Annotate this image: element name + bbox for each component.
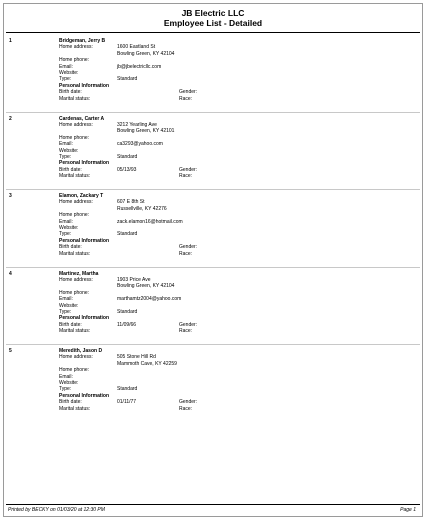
marital-status-label: Marital status: <box>59 250 91 257</box>
gender-label: Gender: <box>179 244 198 251</box>
address-line-1: 505 Stone Hill Rd <box>117 354 156 361</box>
type-value: Standard <box>117 308 138 315</box>
record-number: 2 <box>9 115 12 122</box>
website-label: Website: <box>59 70 79 76</box>
employee-name: Martinez, Martha <box>59 270 99 277</box>
email-value: ca3293@yahoo.com <box>117 141 163 148</box>
home-address-label: Home address: <box>59 44 93 51</box>
record-number: 4 <box>9 270 12 277</box>
address-line-2: Russellville, KY 42276 <box>117 205 167 212</box>
birth-date-label: Birth date: <box>59 244 82 251</box>
record-separator <box>6 267 420 268</box>
employee-name: Cardenas, Carter A <box>59 115 105 122</box>
address-line-2: Bowling Green, KY 42101 <box>117 128 175 135</box>
page-number: Page 1 <box>400 507 416 513</box>
personal-information-label: Personal Information <box>59 160 110 167</box>
type-label: Type: <box>59 308 72 315</box>
personal-information-label: Personal Information <box>59 237 110 244</box>
type-value: Standard <box>117 76 138 83</box>
gender-label: Gender: <box>179 399 198 406</box>
type-label: Type: <box>59 153 72 160</box>
home-phone-label: Home phone: <box>59 212 90 219</box>
address-line-1: 3212 Yearling Ave <box>117 121 157 128</box>
website-label: Website: <box>59 225 79 231</box>
gender-label: Gender: <box>179 321 198 328</box>
race-label: Race: <box>179 250 193 257</box>
type-label: Type: <box>59 231 72 238</box>
home-address-label: Home address: <box>59 354 93 361</box>
employee-name: Bridgeman, Jerry B <box>59 38 106 44</box>
marital-status-label: Marital status: <box>59 405 91 412</box>
race-label: Race: <box>179 328 193 335</box>
marital-status-label: Marital status: <box>59 95 91 102</box>
employee-name: Elamon, Zackary T <box>59 193 104 199</box>
email-value: jb@jbelectricllc.com <box>117 63 162 70</box>
report-title: Employee List - Detailed <box>163 18 263 28</box>
email-label: Email: <box>59 373 73 380</box>
personal-information-label: Personal Information <box>59 82 110 89</box>
birth-date-label: Birth date: <box>59 399 82 406</box>
birth-date-value: 05/13/93 <box>117 166 137 173</box>
email-value: zack.elamon16@hotmail.com <box>117 218 183 225</box>
address-line-2: Mammoth Cave, KY 42259 <box>117 360 177 367</box>
birth-date-label: Birth date: <box>59 166 82 173</box>
address-line-1: 1600 Eastland St <box>117 44 156 51</box>
race-label: Race: <box>179 405 193 412</box>
record-separator <box>6 344 420 345</box>
home-address-label: Home address: <box>59 121 93 128</box>
home-phone-label: Home phone: <box>59 57 90 64</box>
address-line-1: 607 E 8th St <box>117 199 145 206</box>
website-label: Website: <box>59 302 79 309</box>
home-address-label: Home address: <box>59 199 93 206</box>
email-value: marthamtz2004@yahoo.com <box>117 296 182 303</box>
marital-status-label: Marital status: <box>59 328 91 335</box>
personal-information-label: Personal Information <box>59 392 110 399</box>
marital-status-label: Marital status: <box>59 173 91 180</box>
printed-by-text: Printed by BECKY on 01/03/20 at 12:30 PM <box>8 507 105 513</box>
race-label: Race: <box>179 95 193 102</box>
race-label: Race: <box>179 173 193 180</box>
record-number: 5 <box>9 348 12 354</box>
record-number: 1 <box>9 38 12 44</box>
home-phone-label: Home phone: <box>59 367 90 374</box>
email-label: Email: <box>59 218 73 225</box>
email-label: Email: <box>59 141 73 148</box>
home-phone-label: Home phone: <box>59 134 90 141</box>
type-value: Standard <box>117 386 138 393</box>
gender-label: Gender: <box>179 166 198 173</box>
address-line-1: 1903 Price Ave <box>117 276 151 283</box>
birth-date-value: 11/09/66 <box>117 321 137 328</box>
website-label: Website: <box>59 147 79 154</box>
record-number: 3 <box>9 193 12 199</box>
address-line-2: Bowling Green, KY 42104 <box>117 50 175 57</box>
personal-information-label: Personal Information <box>59 315 110 322</box>
employee-name: Meredith, Jason D <box>59 348 103 354</box>
company-name: JB Electric LLC <box>181 8 245 18</box>
footer-divider <box>6 504 420 505</box>
home-phone-label: Home phone: <box>59 289 90 296</box>
home-address-label: Home address: <box>59 276 93 283</box>
header-divider <box>6 32 420 33</box>
type-value: Standard <box>117 153 138 160</box>
website-label: Website: <box>59 380 79 386</box>
report-header <box>4 4 422 28</box>
address-line-2: Bowling Green, KY 42104 <box>117 283 175 290</box>
type-label: Type: <box>59 76 72 83</box>
email-label: Email: <box>59 296 73 303</box>
report-page <box>3 3 423 517</box>
gender-label: Gender: <box>179 89 198 96</box>
type-value: Standard <box>117 231 138 238</box>
birth-date-label: Birth date: <box>59 89 82 96</box>
type-label: Type: <box>59 386 72 393</box>
record-separator <box>6 112 420 113</box>
birth-date-value: 01/11/77 <box>117 399 137 406</box>
record-separator <box>6 189 420 190</box>
email-label: Email: <box>59 63 73 70</box>
birth-date-label: Birth date: <box>59 321 82 328</box>
